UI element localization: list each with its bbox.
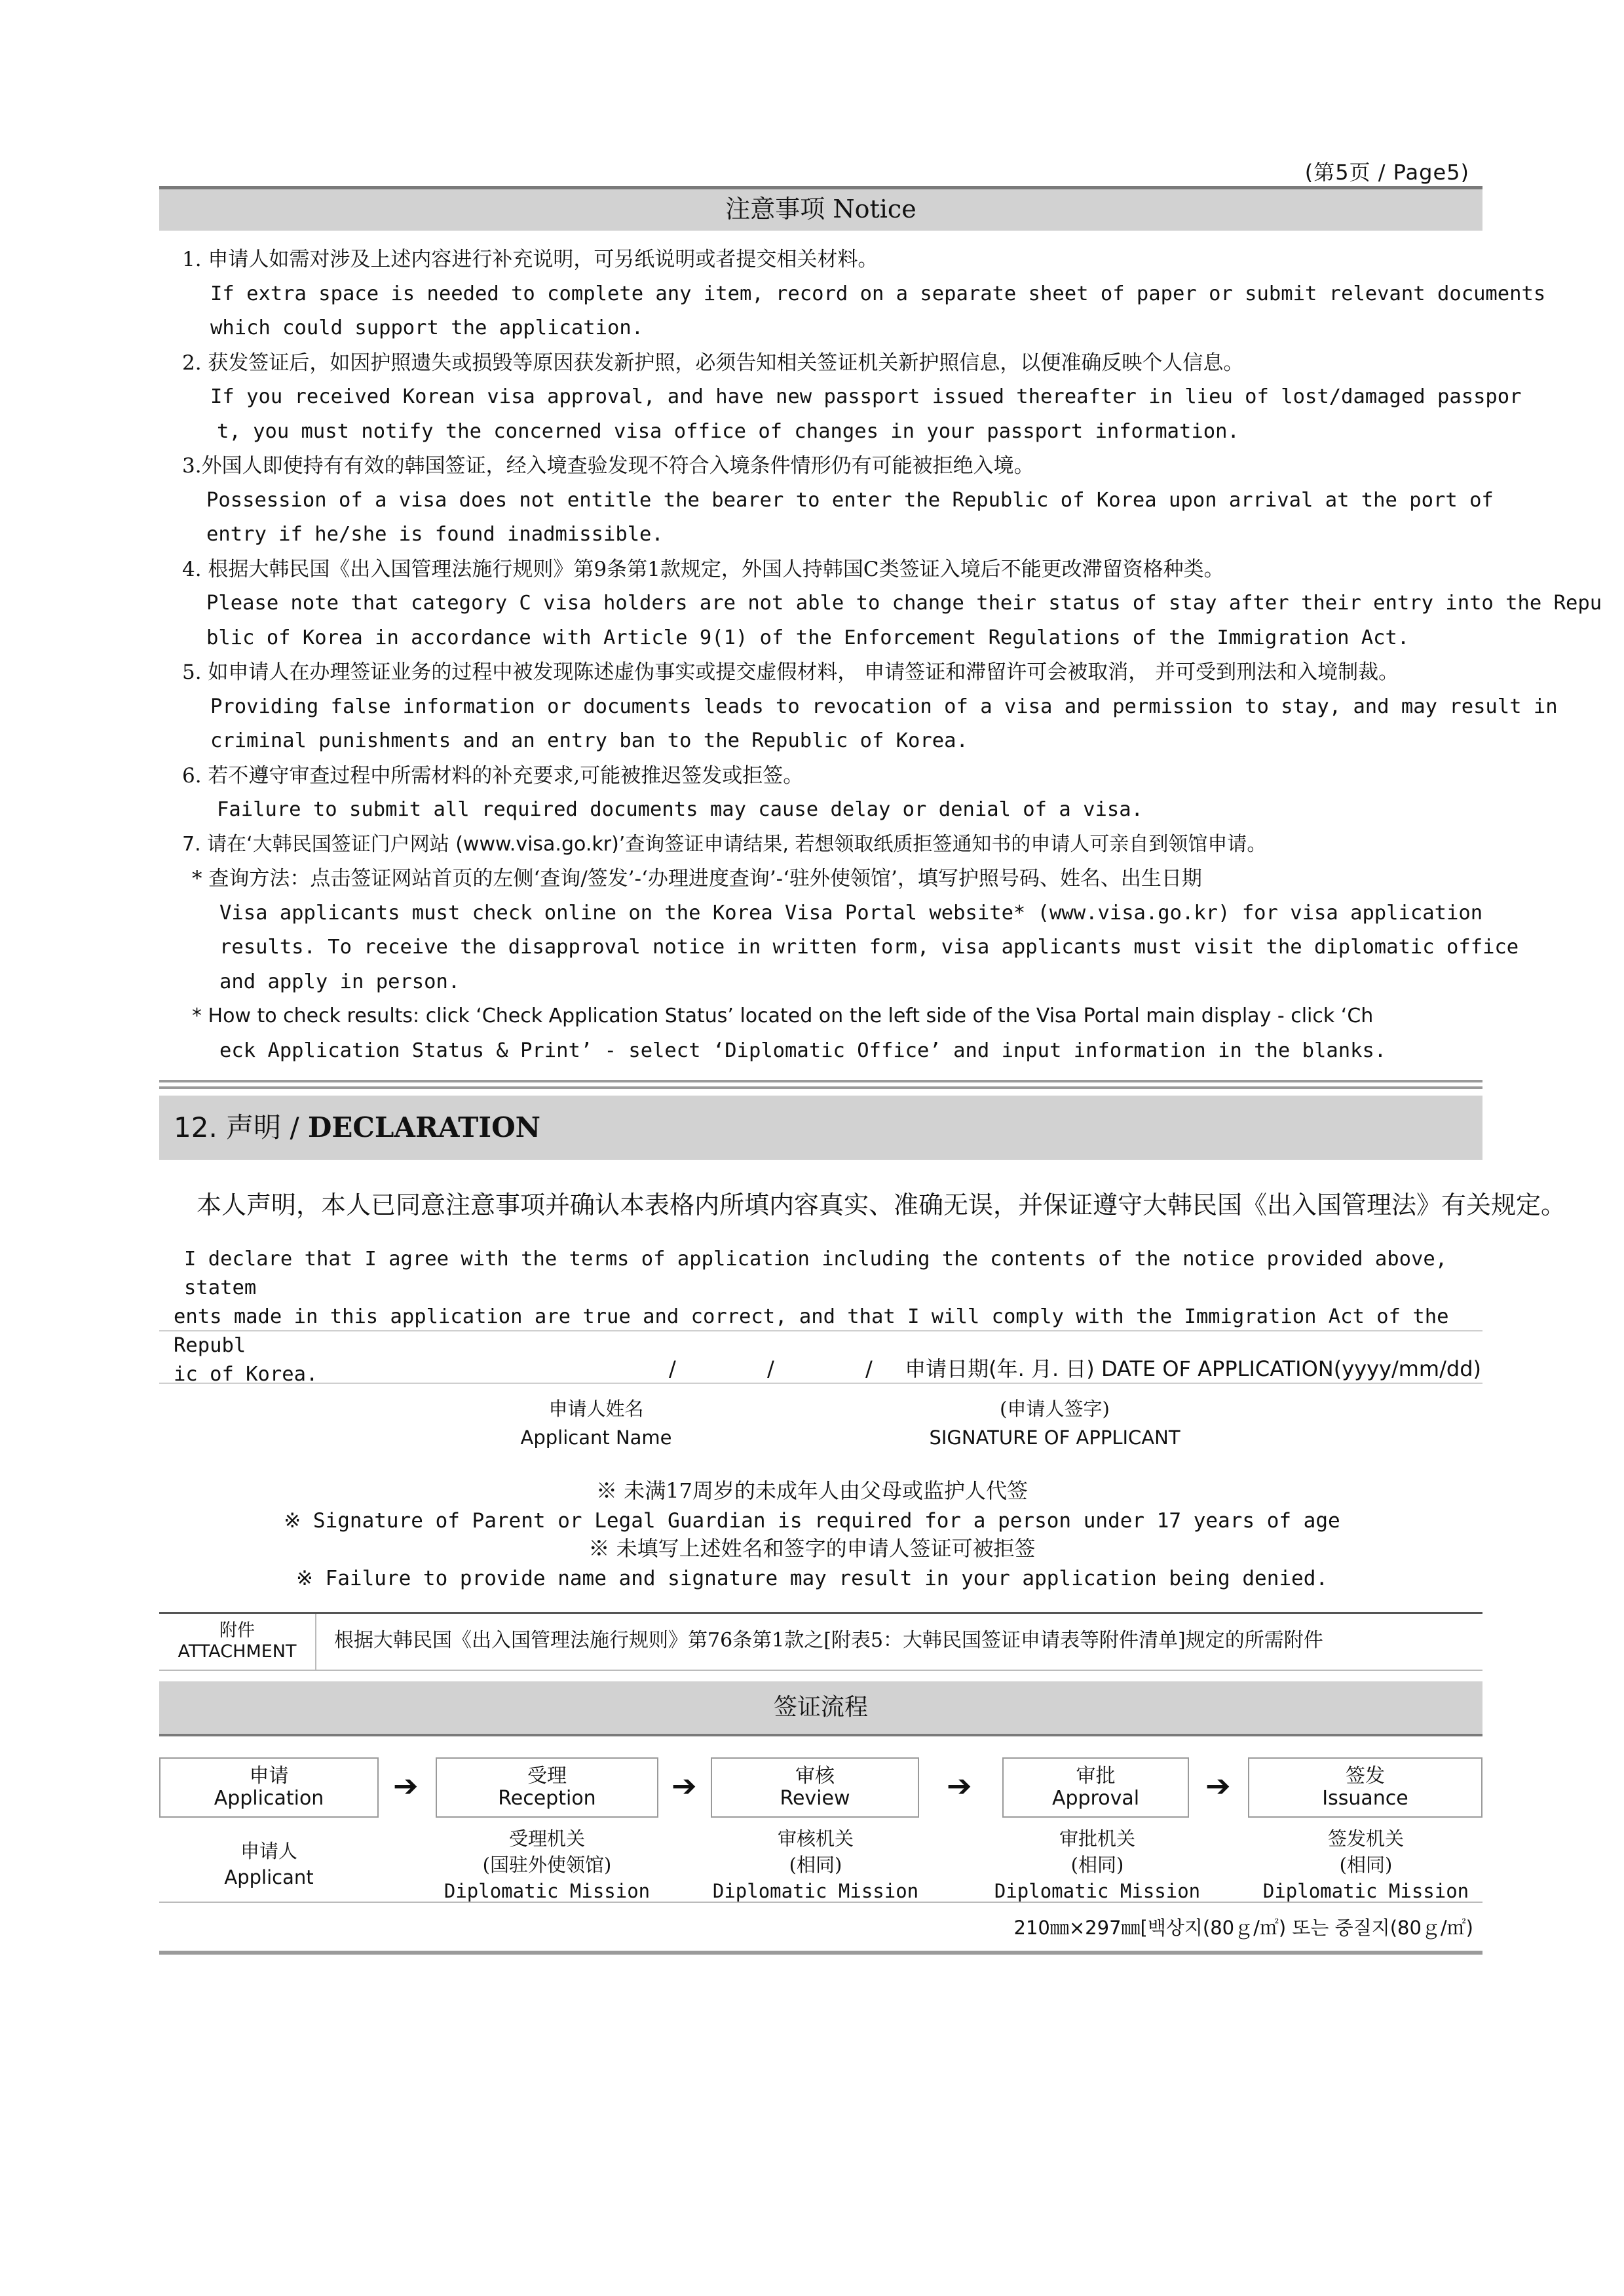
arrow-right-icon: ➔ [1205,1768,1231,1803]
step-en: Application [214,1787,324,1810]
applicant-signature-label [891,1394,1218,1452]
applicant-signature-en: SIGNATURE OF APPLICANT [929,1426,1180,1449]
actor-line-2: (相同) [789,1854,842,1876]
actor-line-1: 签发机关 [1327,1827,1404,1850]
arrow-right-icon: ➔ [393,1768,419,1803]
applicant-name-zh: 申请人姓名 [548,1398,644,1420]
notice-1-en-2: which could support the application. [210,316,644,339]
notice-1-zh: 1. 申请人如需对涉及上述内容进行补充说明，可另纸说明或者提交相关材料。 [182,248,878,271]
notice-7-howto-zh: * 查询方法：点击签证网站首页的左侧‘查询/签发’-‘办理进度查询’-‘驻外使领馆’，填写护照号码、姓名、出生日期 [192,867,1202,890]
notice-7-en-1: Visa applicants must check online on the Korea Visa Portal website* (www.visa.go.kr) for visa application [219,901,1483,925]
actor-line-3: Diplomatic Mission [994,1880,1201,1902]
process-step-approval [1002,1757,1189,1818]
actor-review [694,1826,937,1904]
actor-line-1: 受理机关 [508,1827,585,1850]
step-zh: 申请 [249,1765,289,1788]
actor-line-3: Diplomatic Mission [1262,1880,1469,1902]
notice-3-en-2: entry if he/she is found inadmissible. [206,523,664,546]
actor-line-3: Diplomatic Mission [712,1880,919,1902]
notice-4-en-2: blic of Korea in accordance with Article 9(1) of the Enforcement Regulations of the Immigration Act. [206,626,1410,649]
attachment-label-en: ATTACHMENT [178,1641,297,1662]
notice-5-zh: 5. 如申请人在办理签证业务的过程中被发现陈述虚伪事实或提交虚假材料， 申请签证和滞留许可会被取消， 并可受到刑法和入境制裁。 [182,660,1399,684]
notice-7-howto-en-2: eck Application Status & Print’ - select ‘Diplomatic Office’ and input information in the blanks. [219,1039,1387,1062]
step-zh: 受理 [527,1765,567,1788]
date-label: 申请日期(年. 月. 日) DATE OF APPLICATION(yyyy/mm/dd) [905,1356,1481,1381]
date-sep-2: / [766,1356,774,1381]
process-step-application [159,1757,379,1818]
note-guardian-en: ※ Signature of Parent or Legal Guardian is required for a person under 17 years of age [284,1509,1340,1533]
actor-line-2: Applicant [224,1866,314,1888]
actor-line-1: 审批机关 [1059,1827,1135,1850]
arrow-right-icon: ➔ [671,1768,697,1803]
note-guardian-zh: ※ 未满17周岁的未成年人由父母或监护人代签 [596,1478,1028,1503]
step-en: Reception [498,1787,596,1810]
notice-7-en-3: and apply in person. [219,970,461,993]
declaration-en-line-3: ic of Korea. [174,1363,318,1386]
actor-issuance [1245,1826,1487,1904]
applicant-name-label [498,1394,694,1452]
attachment-label-zh: 附件 [219,1620,255,1641]
note-denial-zh: ※ 未填写上述姓名和签字的申请人签证可被拒签 [588,1536,1036,1561]
attachment-label [159,1614,316,1670]
applicant-signature-zh: (申请人签字) [1000,1398,1110,1420]
actor-line-2: (相同) [1070,1854,1124,1876]
visa-process-header: 签证流程 [159,1681,1482,1736]
notice-4-en-1: Please note that category C visa holders are not able to change their status of stay after their entry into the Repu [206,592,1602,615]
notice-6-zh: 6. 若不遵守审查过程中所需材料的补充要求,可能被推迟签发或拒签。 [182,763,804,788]
declaration-title: DECLARATION [308,1111,541,1143]
actor-line-1: 申请人 [240,1840,297,1862]
notice-header: 注意事项 Notice [159,186,1482,231]
step-zh: 审核 [795,1765,835,1788]
notice-2-en-2: t, you must notify the concerned visa office of changes in your passport information. [217,419,1239,443]
process-step-issuance [1248,1757,1482,1818]
process-step-review [711,1757,919,1818]
page-number: (第5页 / Page5) [1304,160,1469,185]
applicant-name-en: Applicant Name [520,1426,672,1449]
arrow-right-icon: ➔ [947,1768,972,1803]
date-sep-1: / [668,1356,676,1381]
notice-1-en-1: If extra space is needed to complete any item, record on a separate sheet of paper or submit relevant documents [210,282,1546,305]
actor-reception [419,1826,675,1904]
date-sep-3: / [865,1356,873,1381]
step-en: Review [780,1787,850,1810]
step-zh: 签发 [1346,1765,1385,1788]
notice-list [159,242,1602,1068]
notice-3-zh: 3.外国人即使持有有效的韩国签证，经入境查验发现不符合入境条件情形仍有可能被拒绝入境。 [182,454,1034,478]
step-en: Approval [1051,1787,1140,1810]
section-divider [159,1080,1482,1089]
notice-3-en-1: Possession of a visa does not entitle the bearer to enter the Republic of Korea upon arrival at the port of [206,488,1494,512]
actor-line-2: (相同) [1339,1854,1393,1876]
notice-5-en-1: Providing false information or documents leads to revocation of a visa and permission to stay, and may result in [210,695,1558,718]
actor-line-2: (国驻外使领馆) [482,1854,612,1876]
step-zh: 审批 [1076,1765,1116,1788]
bottom-rule [159,1951,1482,1955]
attachment-text: 根据大韩民国《出入国管理法施行规则》第76条第1款之[附表5：大韩民国签证申请表等附件清单]规定的所需附件 [334,1629,1323,1652]
actor-approval [976,1826,1218,1904]
date-of-application-row [669,1352,1481,1383]
declaration-zh: 本人声明，本人已同意注意事项并确认本表格内所填内容真实、准确无误，并保证遵守大韩民国《出入国管理法》有关规定。 [197,1191,1566,1219]
actor-line-3: Diplomatic Mission [444,1880,651,1902]
notice-6-en-1: Failure to submit all required documents may cause delay or denial of a visa. [217,798,1143,821]
divider [159,1330,1482,1331]
actor-applicant [159,1838,379,1890]
note-denial-en: ※ Failure to provide name and signature may result in your application being denied. [295,1567,1329,1590]
notice-5-en-2: criminal punishments and an entry ban to the Republic of Korea. [210,729,968,752]
notice-7-zh: 7. 请在‘大韩民国签证门户网站 (www.visa.go.kr)’查询签证申请结果, 若想领取纸质拒签通知书的申请人可亲自到领馆申请。 [182,832,1267,856]
notice-4-zh: 4. 根据大韩民国《出入国管理法施行规则》第9条第1款规定，外国人持韩国C类签证入境后不能更改滞留资格种类。 [182,557,1224,581]
notice-2-zh: 2. 获发签证后，如因护照遗失或损毁等原因获发新护照，必须告知相关签证机关新护照信息，以便准确反映个人信息。 [182,351,1244,375]
declaration-number: 12. 声明 / [174,1111,308,1143]
process-step-reception [436,1757,658,1818]
declaration-en-line-1: I declare that I agree with the terms of application including the contents of the notice provided above, statem [184,1248,1448,1299]
divider [159,1383,1482,1384]
actor-line-1: 审核机关 [777,1827,854,1850]
notice-7-howto-en-1: * How to check results: click ‘Check Application Status’ located on the left side of the Visa Portal main display - click ‘Ch [192,1004,1374,1027]
step-en: Issuance [1322,1787,1408,1810]
notice-7-en-2: results. To receive the disapproval notice in written form, visa applicants must visit the diplomatic office [219,936,1519,959]
declaration-header [159,1096,1482,1160]
notice-2-en-1: If you received Korean visa approval, and have new passport issued thereafter in lieu of lost/damaged passpor [210,385,1522,408]
divider [159,1902,1482,1903]
paper-size-note: 210㎜×297㎜[백상지(80ｇ/㎡) 또는 중질지(80ｇ/㎡) [1013,1917,1473,1939]
declaration-en-line-2: ents made in this application are true and correct, and that I will comply with the Immigration Act of the Republ [174,1305,1449,1357]
